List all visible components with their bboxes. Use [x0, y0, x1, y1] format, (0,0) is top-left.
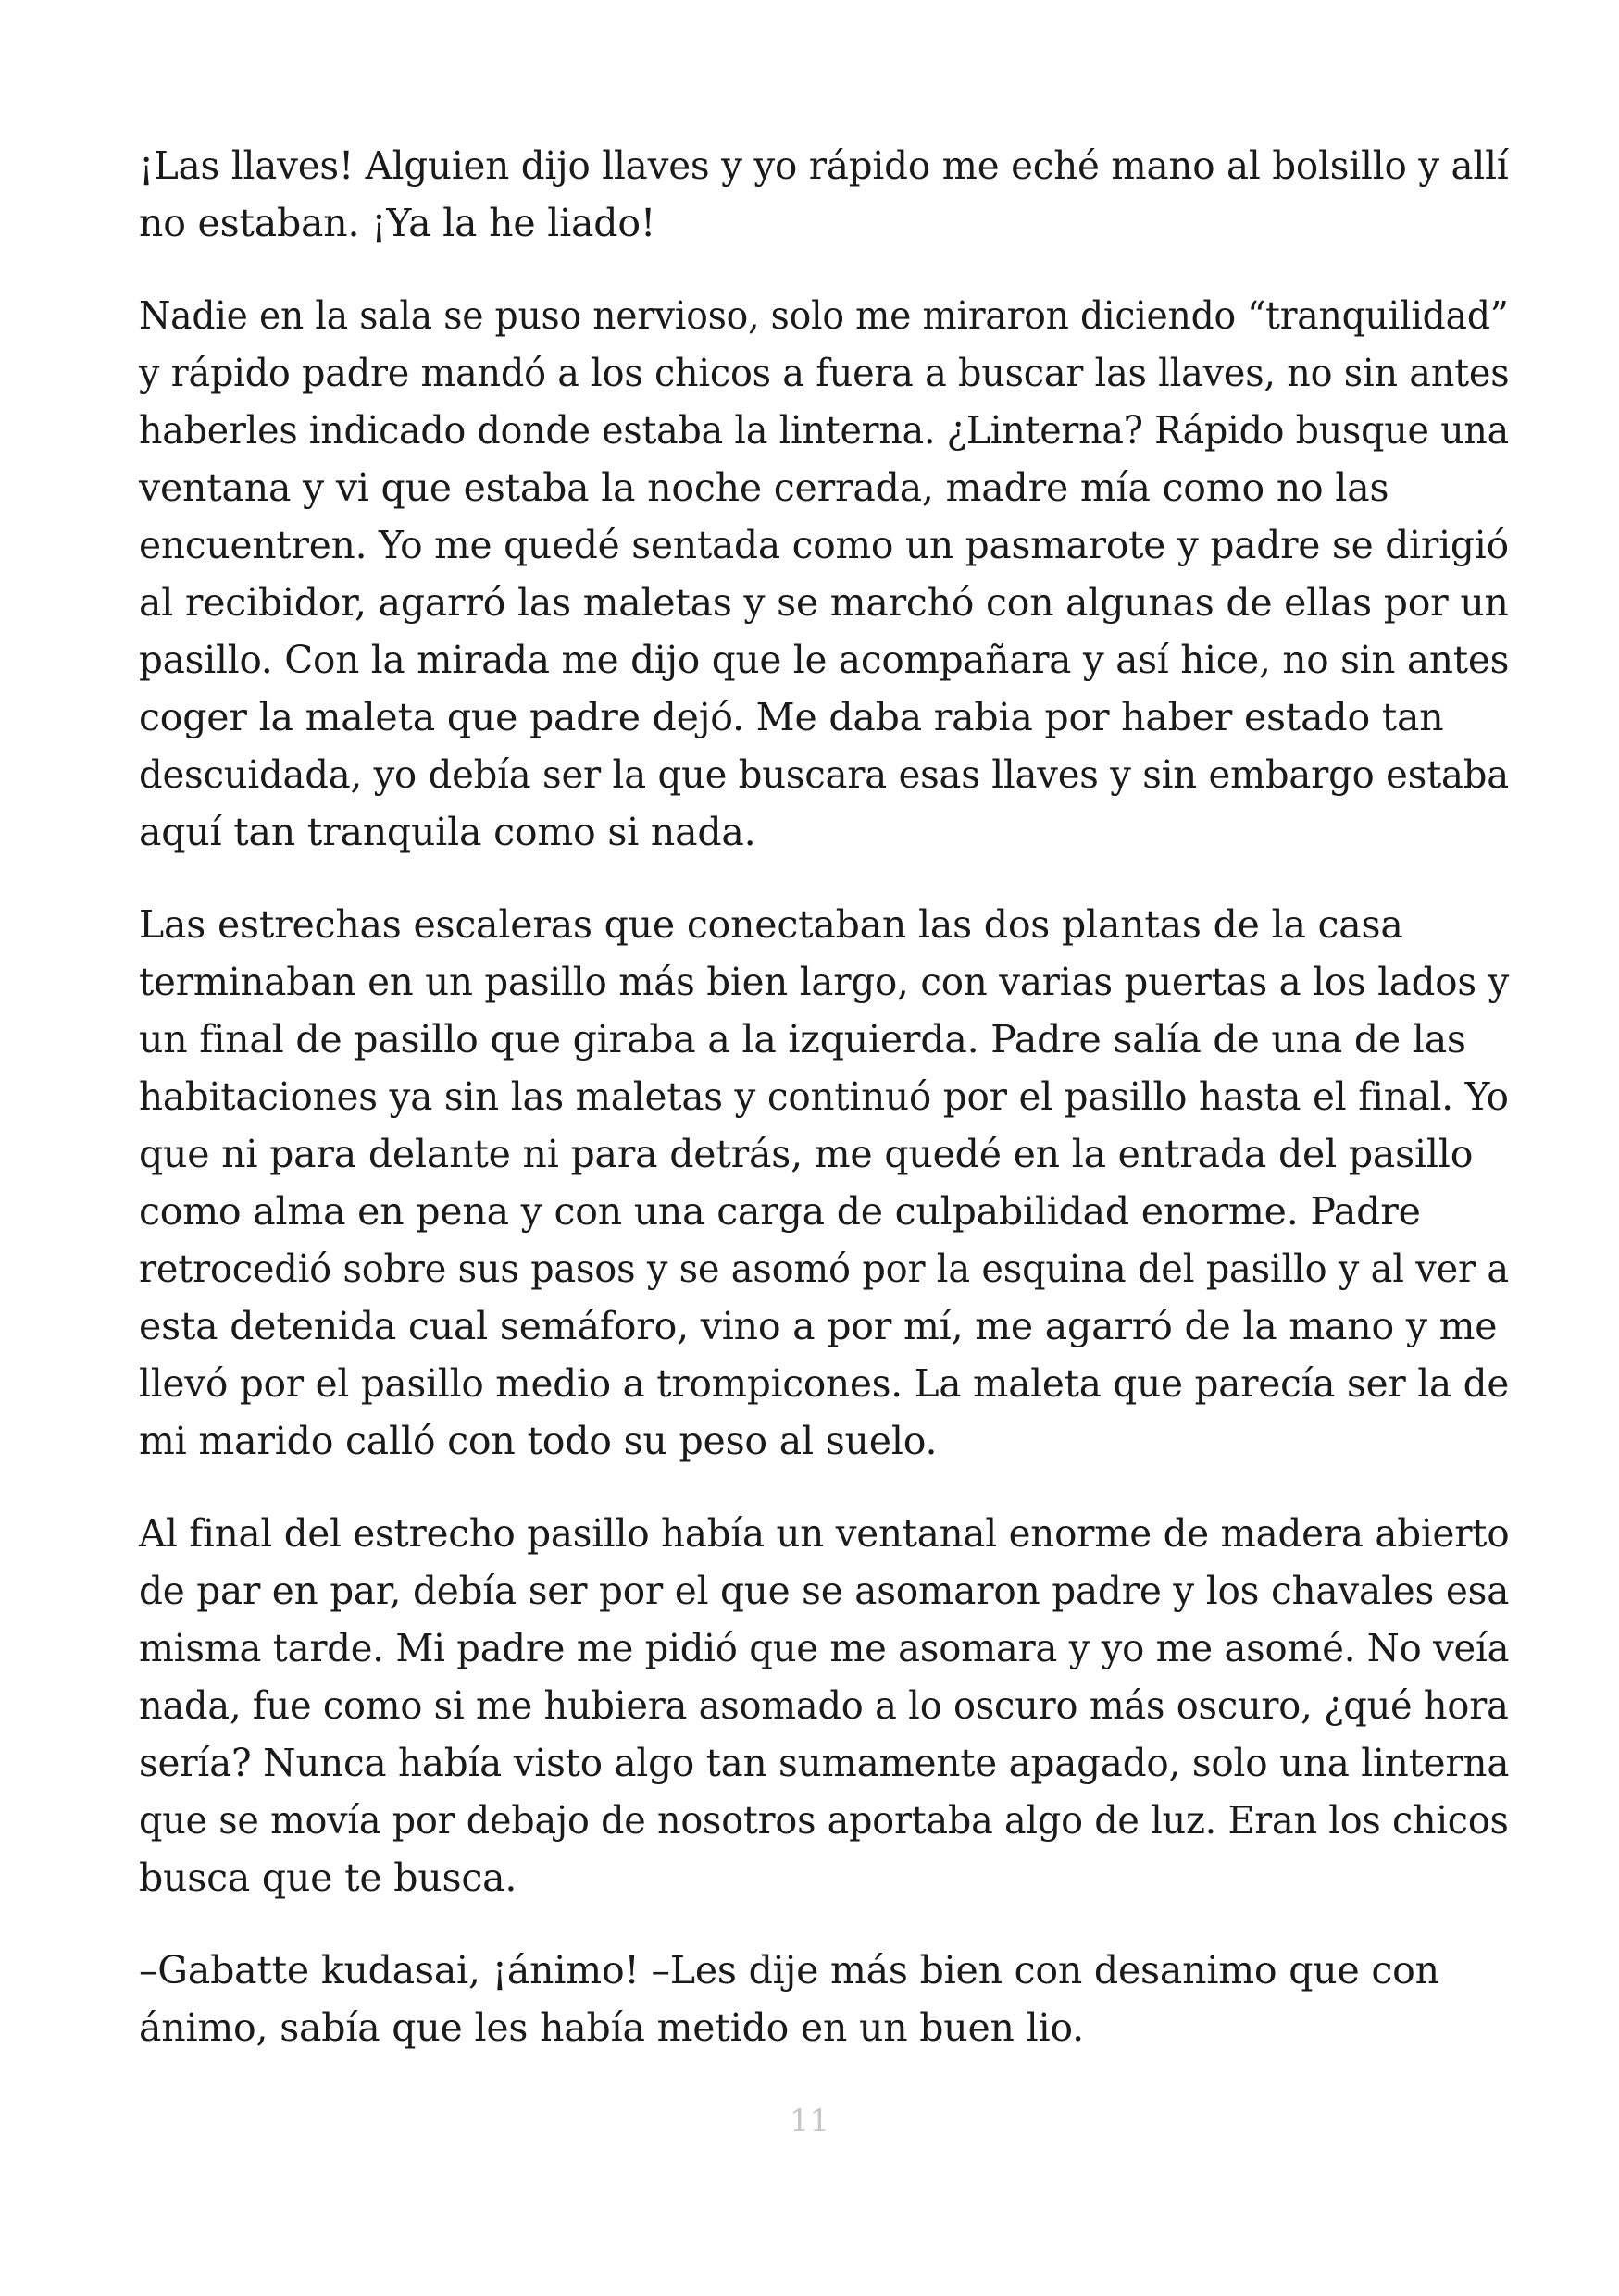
text-line: haberles indicado donde estaba la linterna. ¿Linterna? Rápido busque una — [139, 408, 1510, 453]
text-line: busca que te busca. — [139, 1855, 517, 1900]
text-line: Las estrechas escaleras que conectaban las dos plantas de la casa — [139, 902, 1403, 947]
page-number: 11 — [789, 2103, 830, 2140]
text-line: ¡Las llaves! Alguien dijo llaves y yo rápido me eché mano al bolsillo y allí — [139, 143, 1509, 188]
paragraph-5 — [139, 1942, 1509, 2056]
text-line: coger la maleta que padre dejó. Me daba rabia por haber estado tan — [139, 695, 1444, 739]
text-line: Nadie en la sala se puso nervioso, solo me miraron diciendo “tranquilidad” — [139, 293, 1509, 338]
page-body — [139, 137, 1509, 2091]
text-line: habitaciones ya sin las maletas y continuó por el pasillo hasta el final. Yo — [139, 1074, 1509, 1119]
text-line: ánimo, sabía que les había metido en un buen lio. — [139, 2005, 1085, 2050]
paragraph-3 — [139, 896, 1509, 1470]
text-line: descuidada, yo debía ser la que buscara esas llaves y sin embargo estaba — [139, 752, 1509, 797]
text-line: Al final del estrecho pasillo había un ventanal enorme de madera abierto — [139, 1511, 1510, 1556]
text-line: que se movía por debajo de nosotros aportaba algo de luz. Eran los chicos — [139, 1798, 1509, 1843]
text-line: esta detenida cual semáforo, vino a por mí, me agarró de la mano y me — [139, 1304, 1498, 1348]
text-line: misma tarde. Mi padre me pidió que me asomara y yo me asomé. No veía — [139, 1626, 1510, 1670]
text-line: como alma en pena y con una carga de culpabilidad enorme. Padre — [139, 1189, 1421, 1234]
text-line: terminaban en un pasillo más bien largo, con varias puertas a los lados y — [139, 960, 1510, 1004]
text-line: mi marido calló con todo su peso al suelo. — [139, 1419, 938, 1463]
text-line: no estaban. ¡Ya la he liado! — [139, 201, 656, 245]
paragraph-4 — [139, 1505, 1509, 1906]
text-line: que ni para delante ni para detrás, me quedé en la entrada del pasillo — [139, 1132, 1474, 1176]
text-line: pasillo. Con la mirada me dijo que le acompañara y así hice, no sin antes — [139, 638, 1510, 682]
text-line: y rápido padre mandó a los chicos a fuera a buscar las llaves, no sin antes — [139, 351, 1510, 395]
text-line: de par en par, debía ser por el que se asomaron padre y los chavales esa — [139, 1569, 1510, 1613]
text-line: encuentren. Yo me quedé sentada como un pasmarote y padre se dirigió — [139, 523, 1509, 567]
text-line: sería? Nunca había visto algo tan sumamente apagado, solo una linterna — [139, 1741, 1510, 1785]
text-line: aquí tan tranquila como si nada. — [139, 810, 756, 854]
text-line: retrocedió sobre sus pasos y se asomó por la esquina del pasillo y al ver a — [139, 1247, 1509, 1291]
text-line: –Gabatte kudasai, ¡ánimo! –Les dije más bien con desanimo que con — [139, 1948, 1439, 1992]
paragraph-1 — [139, 137, 1509, 252]
text-line: nada, fue como si me hubiera asomado a lo oscuro más oscuro, ¿qué hora — [139, 1683, 1509, 1728]
text-line: al recibidor, agarró las maletas y se marchó con algunas de ellas por un — [139, 580, 1509, 625]
text-line: un final de pasillo que giraba a la izquierda. Padre salía de una de las — [139, 1017, 1466, 1061]
text-line: llevó por el pasillo medio a trompicones. La maleta que parecía ser la de — [139, 1361, 1510, 1406]
paragraph-2 — [139, 287, 1509, 861]
text-line: ventana y vi que estaba la noche cerrada, madre mía como no las — [139, 465, 1389, 510]
